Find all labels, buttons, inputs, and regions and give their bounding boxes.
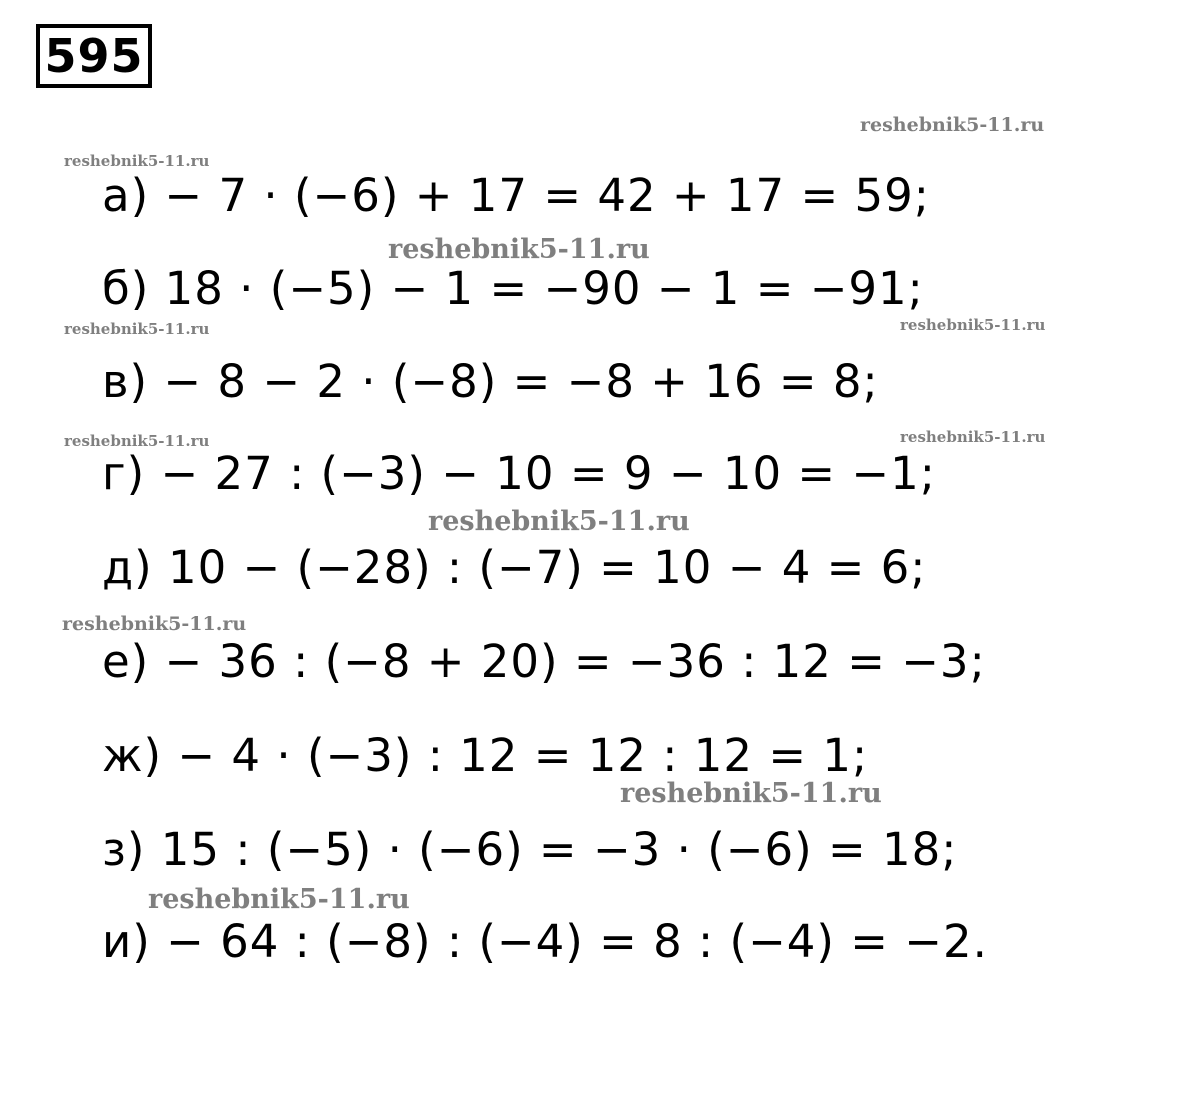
watermark: reshebnik5-11.ru	[900, 428, 1046, 446]
equation-e: е) − 36 : (−8 + 20) = −36 : 12 = −3;	[102, 635, 986, 688]
watermark: reshebnik5-11.ru	[860, 114, 1045, 136]
equation-i: и) − 64 : (−8) : (−4) = 8 : (−4) = −2.	[102, 915, 988, 968]
equation-zh: ж) − 4 · (−3) : 12 = 12 : 12 = 1;	[102, 729, 869, 782]
equation-d: д) 10 − (−28) : (−7) = 10 − 4 = 6;	[102, 541, 927, 594]
problem-number: 595	[44, 29, 144, 83]
watermark: reshebnik5-11.ru	[64, 320, 210, 338]
equation-a: а) − 7 · (−6) + 17 = 42 + 17 = 59;	[102, 169, 930, 222]
watermark: reshebnik5-11.ru	[62, 613, 247, 635]
watermark: reshebnik5-11.ru	[428, 506, 690, 537]
watermark: reshebnik5-11.ru	[64, 152, 210, 170]
watermark: reshebnik5-11.ru	[900, 316, 1046, 334]
watermark: reshebnik5-11.ru	[148, 884, 410, 915]
equation-b: б) 18 · (−5) − 1 = −90 − 1 = −91;	[102, 262, 924, 315]
equation-z: з) 15 : (−5) · (−6) = −3 · (−6) = 18;	[102, 823, 958, 876]
watermark: reshebnik5-11.ru	[64, 432, 210, 450]
equation-v: в) − 8 − 2 · (−8) = −8 + 16 = 8;	[102, 355, 879, 408]
equation-g: г) − 27 : (−3) − 10 = 9 − 10 = −1;	[102, 447, 936, 500]
watermark: reshebnik5-11.ru	[388, 234, 650, 265]
problem-number-box	[36, 24, 152, 88]
watermark: reshebnik5-11.ru	[620, 778, 882, 809]
